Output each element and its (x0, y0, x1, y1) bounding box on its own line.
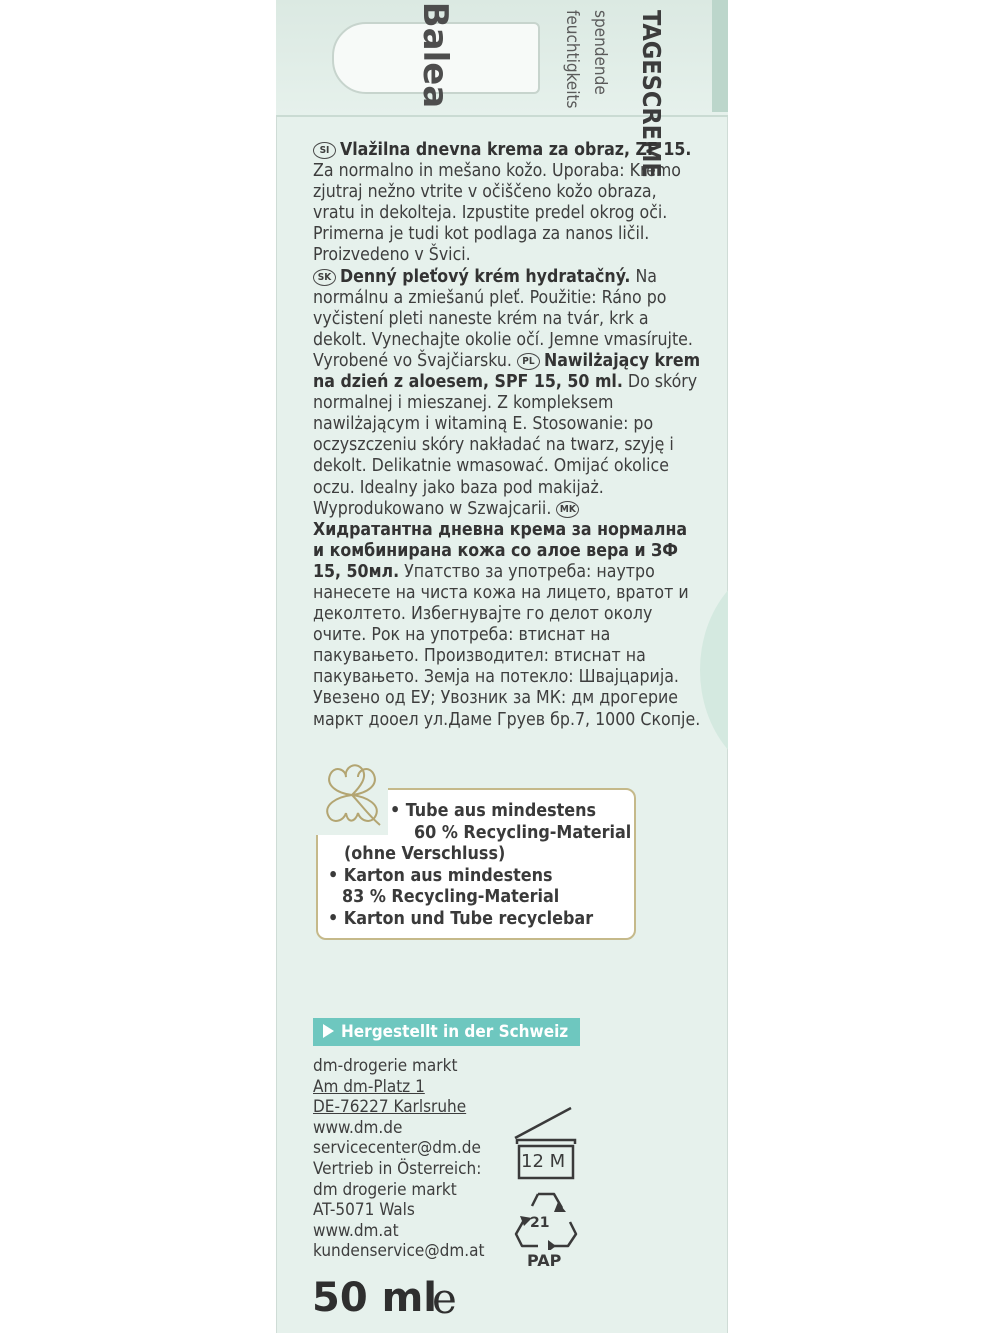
mk-body: Упатство за употреба: наутро нанесете на чиста кожа на лицето, вратот и деколтето. Избегнувајте го делот околу очите. Рок на употреба: втиснат на пакувањето. Производител: втиснат на пакувањето. Земја на потекло: Швајцарија. Увезено од ЕУ; Увозник за МК: дм дрогерие маркт дооел ул.Даме Груев бр.7, 1000 Скопје. (313, 561, 701, 730)
description-text (313, 140, 703, 731)
recycling-line-3: (ohne Verschluss) (344, 843, 506, 864)
brand-logo: Balea (415, 1, 455, 109)
address-at-email: kundenservice@dm.at (313, 1241, 485, 1262)
address-at-web: www.dm.at (313, 1220, 399, 1241)
sk-body: Na normálnu a zmiešanú pleť. Použitie: Ráno po vyčistení pleti naneste krém na tvár, krk a dekolt. Vynechajte okolie očí. Jemne vmasírujte. Vyrobené vo Švajčiarsku. (313, 266, 693, 371)
address-street: Am dm-Platz 1 (313, 1076, 425, 1097)
address-company: dm-drogerie markt (313, 1056, 458, 1076)
address-at-label: Vertrieb in Österreich: (313, 1158, 482, 1179)
country-code-si: SI (313, 142, 336, 159)
address-web: www.dm.de (313, 1117, 403, 1138)
country-code-pl: PL (517, 353, 540, 370)
origin-banner-text: Hergestellt in der Schweiz (341, 1022, 569, 1042)
recycling-line-1: • Tube aus mindestens (390, 800, 597, 821)
decorative-circle (700, 560, 880, 780)
address-at-city: AT-5071 Wals (313, 1200, 415, 1221)
address-at-company: dm drogerie markt (313, 1179, 457, 1200)
address-city: DE-76227 Karlsruhe (313, 1097, 467, 1118)
sk-title: Denný pleťový krém hydratačný. (340, 266, 631, 287)
manufacturer-address (313, 1056, 513, 1262)
product-name: TAGESCREME (637, 10, 666, 178)
recycle-material-label: PAP (527, 1251, 562, 1270)
recycling-list (328, 800, 632, 929)
recycling-line-4: • Karton aus mindestens (328, 864, 553, 886)
pl-title: Nawilżający krem na dzień z aloesem, SPF 15, 50 ml. (313, 350, 701, 393)
box-edge-tab (712, 0, 728, 112)
play-arrow-icon (323, 1024, 334, 1038)
recycle-code: 21 (530, 1215, 550, 1231)
volume-label: 50 ml (312, 1275, 437, 1321)
mk-title: Хидратантна дневна крема за нормална и комбинирана кожа со алое вера и ЗФ 15, 50мл. (313, 519, 688, 582)
header-line-1: feuchtigkeits (562, 10, 582, 109)
recycling-line-6: • Karton und Tube recyclebar (328, 907, 594, 929)
origin-banner (313, 1018, 580, 1046)
estimated-sign: e (432, 1274, 457, 1323)
address-email: servicecenter@dm.de (313, 1138, 481, 1159)
si-body: Za normalno in mešano kožo. Uporaba: Kremo zjutraj nežno vtrite v očiščeno kožo obraza, vratu in dekolteja. Izpustite predel okrog oči. Primerna je tudi kot podlaga za nanos ličil. Proizvedeno v Švici. (313, 161, 681, 266)
country-code-sk: SK (313, 269, 336, 286)
recycling-line-5: 83 % Recycling-Material (342, 886, 560, 907)
header-line-2: spendende (590, 10, 610, 95)
pao-label: 12 M (521, 1151, 566, 1172)
country-code-mk: MK (556, 501, 579, 518)
recycling-line-2: 60 % Recycling-Material (414, 821, 632, 843)
pl-body: Do skóry normalnej i mieszanej. Z kompleksem nawilżającym i witaminą E. Stosowanie: po oczyszczeniu skóry nakładać na twarz, szyję i dekolt. Delikatnie wmasować. Omijać okolice oczu. Idealny jako baza pod makijaż. Wyprodukowano w Szwajcarii. (313, 372, 698, 519)
si-title: Vlažilna dnevna krema za obraz, ZF 15. (340, 140, 692, 160)
